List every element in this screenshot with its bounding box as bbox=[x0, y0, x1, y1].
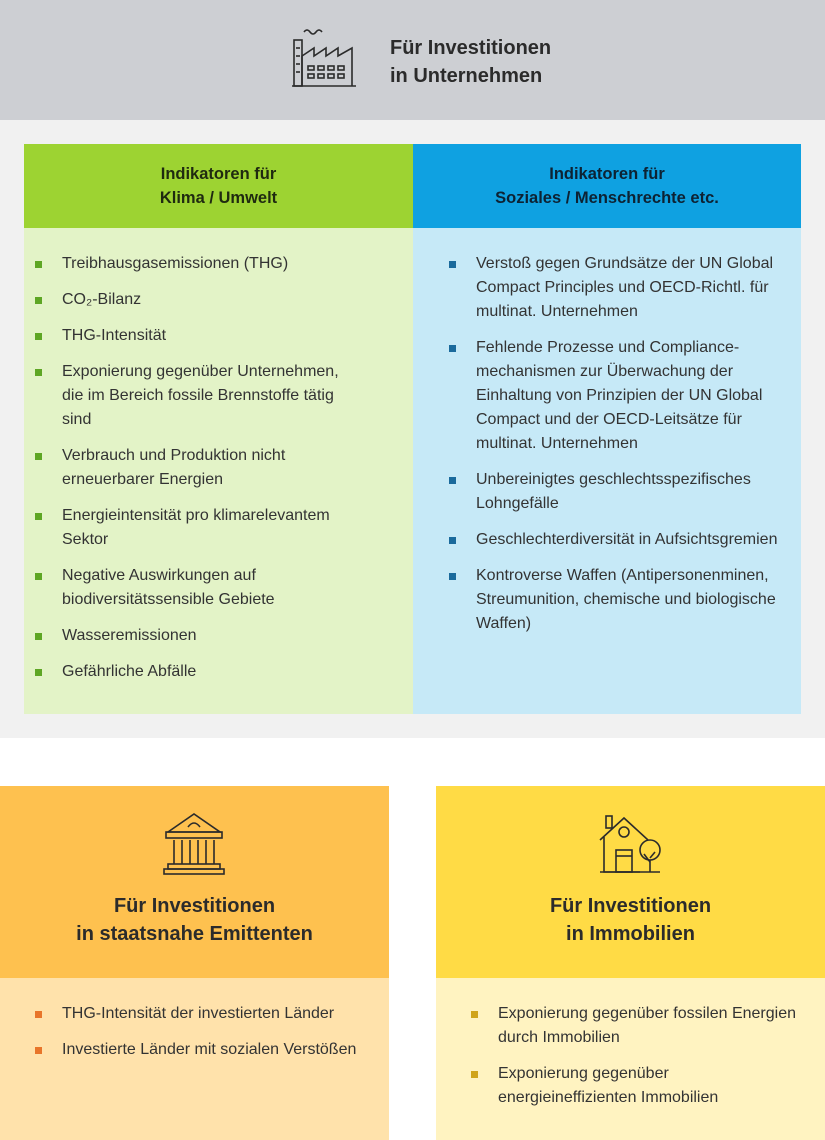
bullet-square-icon bbox=[35, 1011, 42, 1018]
climate-heading-line1: Indikatoren für bbox=[160, 165, 277, 183]
list-item: Geschlechterdiversität in Aufsichtsgremien bbox=[476, 528, 781, 552]
list-item: Verbrauch und Produktion nicht erneuerbarer Energien bbox=[62, 444, 362, 492]
list-item: Exponierung gegenüber Unternehmen, die im Bereich fossile Brennstoffe tätig sind bbox=[62, 360, 362, 432]
list-item: Verstoß gegen Grundsätze der UN Global Compact Principles und OECD-Richtl. für multinat. Unternehmen bbox=[476, 252, 781, 324]
bullet-square-icon bbox=[471, 1011, 478, 1018]
sovereign-title bbox=[0, 892, 389, 948]
list-item: Treibhausgasemissionen (THG) bbox=[62, 252, 362, 276]
page-title-line1: Für Investitionen bbox=[390, 37, 552, 59]
house-tree-icon bbox=[598, 810, 662, 876]
bullet-square-icon bbox=[35, 333, 42, 340]
real-estate-indicator-list bbox=[498, 1002, 798, 1122]
climate-heading-line2: Klima / Umwelt bbox=[159, 189, 278, 207]
list-item: Exponierung gegenüber fossilen Energien durch Immobilien bbox=[498, 1002, 798, 1050]
bullet-square-icon bbox=[35, 669, 42, 676]
bullet-square-icon bbox=[449, 573, 456, 580]
real-estate-title bbox=[436, 892, 825, 948]
page-title bbox=[390, 34, 690, 90]
bullet-square-icon bbox=[35, 297, 42, 304]
list-item: Fehlende Prozesse und Compliance-mechanismen zur Überwachung der Einhaltung von Prinzipien der UN Global Compact und der OECD-Leitsätze für multinat. Unternehmen bbox=[476, 336, 781, 456]
factory-icon bbox=[290, 26, 358, 88]
bullet-square-icon bbox=[35, 261, 42, 268]
list-item: Wasseremissionen bbox=[62, 624, 362, 648]
list-item: Negative Auswirkungen auf biodiversitätssensible Gebiete bbox=[62, 564, 362, 612]
bullet-square-icon bbox=[449, 345, 456, 352]
list-item: Investierte Länder mit sozialen Verstößen bbox=[62, 1038, 362, 1062]
bullet-square-icon bbox=[471, 1071, 478, 1078]
bullet-square-icon bbox=[449, 261, 456, 268]
list-item: THG-Intensität der investierten Länder bbox=[62, 1002, 362, 1026]
sovereign-title-line1: Für Investitionen bbox=[113, 895, 276, 917]
bullet-square-icon bbox=[35, 633, 42, 640]
climate-heading bbox=[24, 144, 413, 228]
real-estate-title-line1: Für Investitionen bbox=[549, 895, 712, 917]
social-heading-line2: Soziales / Menschrechte etc. bbox=[495, 189, 719, 207]
list-item: Exponierung gegenüber energieineffizienten Immobilien bbox=[498, 1062, 798, 1110]
real-estate-title-line2: in Immobilien bbox=[566, 923, 695, 945]
list-item: Kontroverse Waffen (Antipersonenminen, Streumunition, chemische und biologische Waffen) bbox=[476, 564, 781, 636]
bullet-square-icon bbox=[35, 369, 42, 376]
social-heading bbox=[413, 144, 801, 228]
bullet-square-icon bbox=[35, 1047, 42, 1054]
bullet-square-icon bbox=[35, 573, 42, 580]
list-item: Gefährliche Abfälle bbox=[62, 660, 362, 684]
sovereign-indicator-list bbox=[62, 1002, 362, 1074]
list-item: THG-Intensität bbox=[62, 324, 362, 348]
bullet-square-icon bbox=[35, 453, 42, 460]
list-item: CO₂-Bilanz bbox=[62, 288, 362, 312]
list-item: Unbereinigtes geschlechtsspezifisches Lohngefälle bbox=[476, 468, 781, 516]
government-building-icon bbox=[162, 810, 226, 876]
bullet-square-icon bbox=[449, 537, 456, 544]
social-heading-line1: Indikatoren für bbox=[549, 165, 665, 183]
social-indicator-list bbox=[476, 252, 781, 648]
page-title-line2: in Unternehmen bbox=[390, 65, 543, 87]
sovereign-title-line2: in staatsnahe Emittenten bbox=[76, 923, 313, 945]
bullet-square-icon bbox=[35, 513, 42, 520]
climate-indicator-list bbox=[62, 252, 362, 696]
bullet-square-icon bbox=[449, 477, 456, 484]
list-item: Energieintensität pro klimarelevantem Sektor bbox=[62, 504, 362, 552]
